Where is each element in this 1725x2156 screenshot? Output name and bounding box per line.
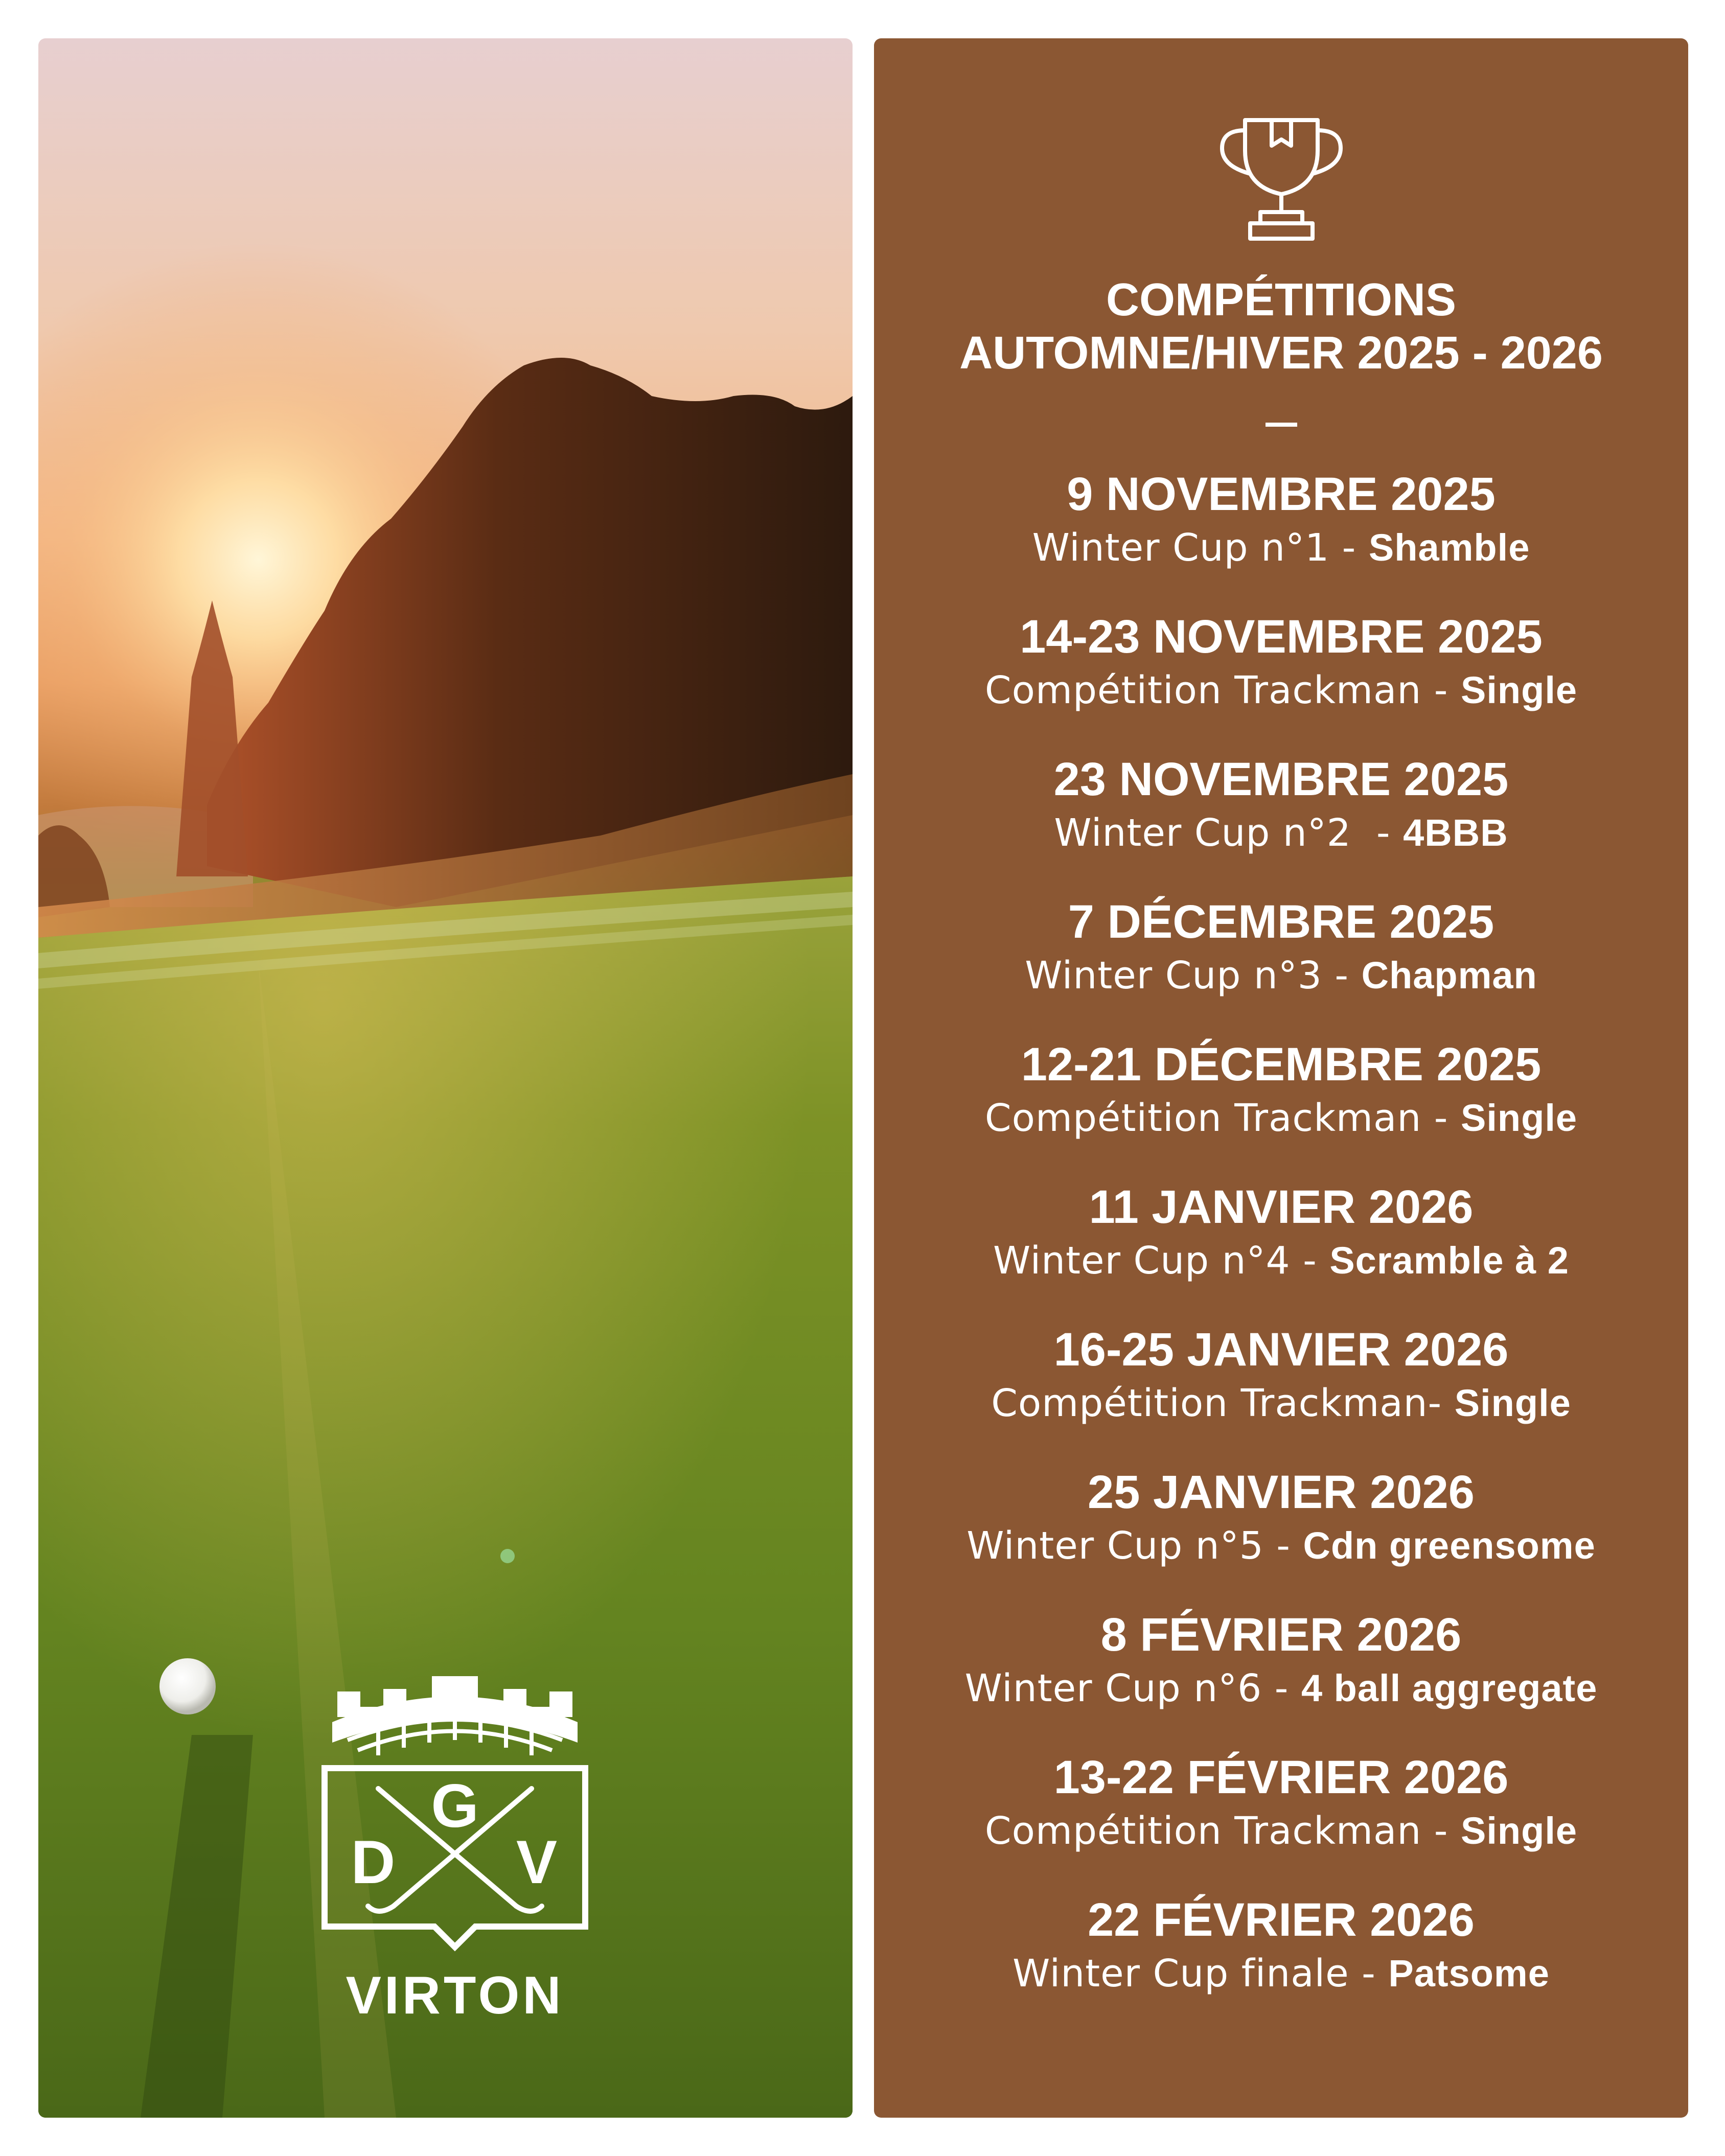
event-description [874, 1806, 1688, 1856]
trophy-icon [1214, 110, 1348, 248]
event-item [874, 893, 1688, 1035]
event-name: Winter Cup n°6 - [964, 1666, 1301, 1710]
logo-letter-v: V [516, 1828, 558, 1896]
golf-ball [159, 1658, 216, 1714]
event-date: 12-21 DÉCEMBRE 2025 [1021, 1038, 1542, 1091]
event-item [874, 1035, 1688, 1178]
event-format: Single [1454, 1382, 1571, 1424]
event-format: 4BBB [1403, 812, 1508, 854]
event-item [874, 750, 1688, 893]
event-description [874, 1949, 1688, 1998]
event-name: Winter Cup finale - [1013, 1952, 1389, 1996]
event-date: 13-22 FÉVRIER 2026 [1053, 1751, 1509, 1803]
title-line-1: COMPÉTITIONS [1106, 274, 1457, 326]
event-date: 9 NOVEMBRE 2025 [1067, 468, 1496, 520]
event-list [874, 465, 1688, 2033]
event-description [874, 1521, 1688, 1570]
event-date: 23 NOVEMBRE 2025 [1053, 753, 1509, 805]
logo-letter-g: G [431, 1772, 479, 1840]
event-date: 16-25 JANVIER 2026 [1053, 1324, 1509, 1376]
event-description [874, 1236, 1688, 1285]
event-item [874, 1320, 1688, 1463]
event-description [874, 951, 1688, 1000]
event-item [874, 1748, 1688, 1891]
logo-letter-d: D [351, 1828, 396, 1896]
event-name: Compétition Trackman - [984, 668, 1461, 712]
virton-logo [302, 1640, 608, 2029]
event-format: 4 ball aggregate [1301, 1667, 1598, 1709]
event-item [874, 608, 1688, 750]
competitions-panel [874, 38, 1688, 2118]
event-format: Single [1461, 1810, 1578, 1852]
event-description [874, 1094, 1688, 1143]
event-date: 7 DÉCEMBRE 2025 [1068, 896, 1494, 948]
event-item [874, 1891, 1688, 2033]
event-format: Scramble à 2 [1329, 1239, 1569, 1282]
event-date: 25 JANVIER 2026 [1088, 1466, 1475, 1518]
event-date: 22 FÉVRIER 2026 [1088, 1894, 1475, 1946]
divider [1266, 423, 1297, 427]
event-description [874, 808, 1688, 857]
event-date: 8 FÉVRIER 2026 [1100, 1609, 1462, 1661]
event-description [874, 1664, 1688, 1713]
event-item [874, 1463, 1688, 1606]
event-format: Cdn greensome [1303, 1524, 1596, 1567]
event-format: Single [1461, 1097, 1578, 1139]
logo-name: VIRTON [346, 1966, 564, 2025]
event-name: Winter Cup n°3 - [1025, 954, 1362, 998]
event-name: Compétition Trackman- [991, 1381, 1455, 1425]
event-item [874, 465, 1688, 608]
event-format: Chapman [1361, 954, 1537, 996]
event-format: Patsome [1388, 1952, 1550, 1995]
page-title [874, 273, 1688, 380]
event-name: Winter Cup n°5 - [967, 1524, 1303, 1568]
event-name: Winter Cup n°2 - [1054, 811, 1404, 855]
event-format: Shamble [1368, 526, 1530, 569]
event-description [874, 666, 1688, 715]
event-item [874, 1606, 1688, 1748]
event-description [874, 1379, 1688, 1428]
event-name: Winter Cup n°1 - [1032, 526, 1369, 570]
event-name: Compétition Trackman - [984, 1809, 1461, 1853]
event-format: Single [1461, 669, 1578, 711]
event-name: Compétition Trackman - [984, 1096, 1461, 1140]
title-line-2: AUTOMNE/HIVER 2025 - 2026 [959, 328, 1603, 379]
event-name: Winter Cup n°4 - [993, 1239, 1330, 1283]
crest-icon [302, 1640, 608, 1967]
event-description [874, 523, 1688, 572]
event-date: 14-23 NOVEMBRE 2025 [1020, 611, 1543, 663]
event-item [874, 1178, 1688, 1320]
event-date: 11 JANVIER 2026 [1089, 1181, 1474, 1233]
